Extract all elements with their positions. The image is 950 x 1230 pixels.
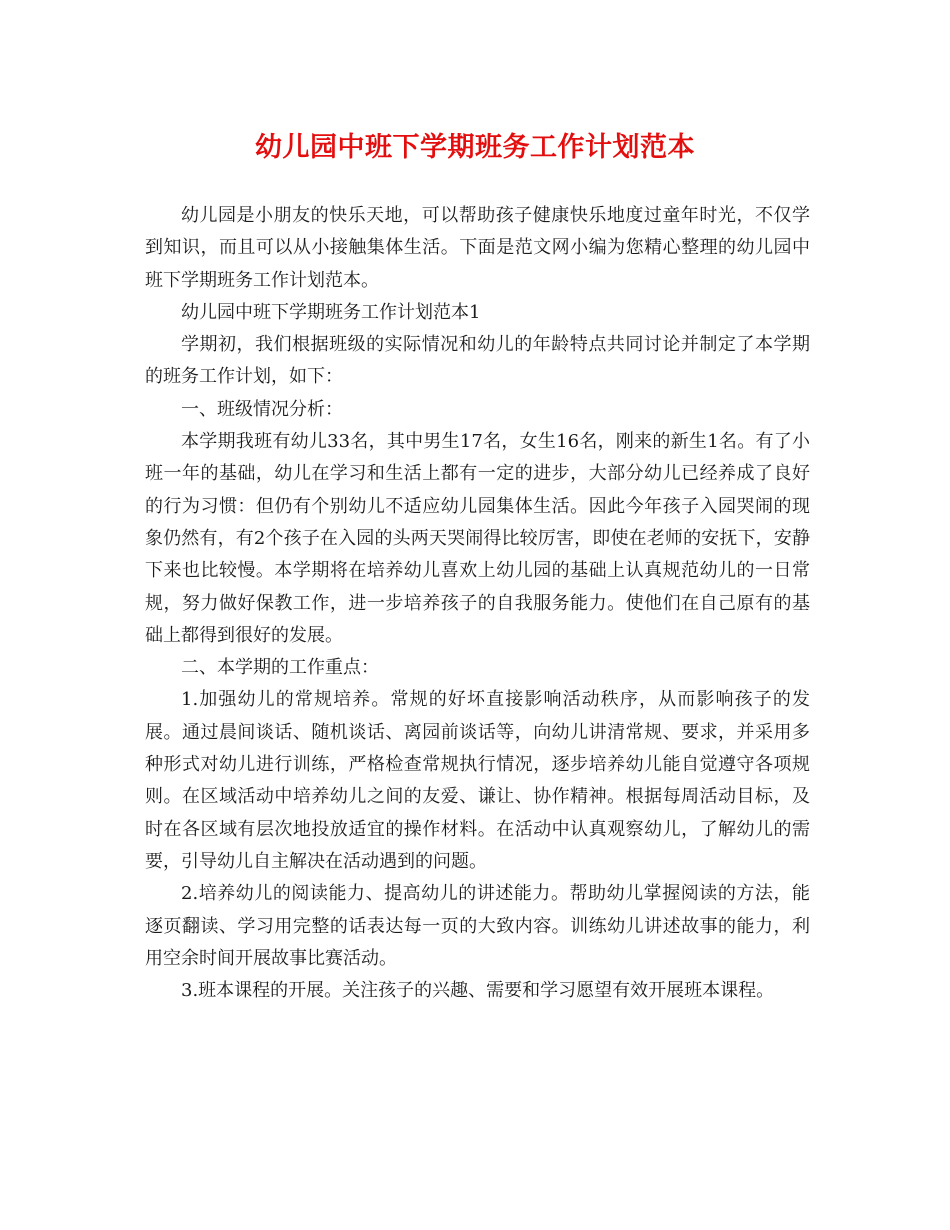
document-body (145, 200, 810, 1007)
paragraph-subtitle: 幼儿园中班下学期班务工作计划范本1 (181, 301, 481, 323)
paragraph-focus-2: 2.培养幼儿的阅读能力、提高幼儿的讲述能力。帮助幼儿掌握阅读的方法，能逐页翻读、学习用完整的话表达每一页的大致内容。训练幼儿讲述故事的能力，利用空余时间开展故事比赛活动。 (145, 883, 810, 969)
section-heading-work-focus: 二、本学期的工作重点： (181, 657, 379, 679)
paragraph-focus-1: 1.加强幼儿的常规培养。常规的好坏直接影响活动秩序，从而影响孩子的发展。通过晨间谈话、随机谈话、离园前谈话等，向幼儿讲清常规、要求，并采用多种形式对幼儿进行训练，严格检查常规执行情况，逐步培养幼儿能自觉遵守各项规则。在区域活动中培养幼儿之间的友爱、谦让、协作精神。根据每周活动目标，及时在各区域有层次地投放适宜的操作材料。在活动中认真观察幼儿，了解幼儿的需要，引导幼儿自主解决在活动遇到的问题。 (145, 689, 810, 872)
paragraph-focus-3: 3.班本课程的开展。关注孩子的兴趣、需要和学习愿望有效开展班本课程。 (181, 980, 775, 1002)
paragraph-class-analysis: 本学期我班有幼儿33名，其中男生17名，女生16名，刚来的新生1名。有了小班一年的基础，幼儿在学习和生活上都有一定的进步，大部分幼儿已经养成了良好的行为习惯：但仍有个别幼儿不适应幼儿园集体生活。因此今年孩子入园哭闹的现象仍然有，有2个孩子在入园的头两天哭闹得比较厉害，即使在老师的安抚下，安静下来也比较慢。本学期将在培养幼儿喜欢上幼儿园的基础上认真规范幼儿的一日常规，努力做好保教工作，进一步培养孩子的自我服务能力。使他们在自己原有的基础上都得到很好的发展。 (145, 431, 810, 646)
paragraph-intro: 幼儿园是小朋友的快乐天地，可以帮助孩子健康快乐地度过童年时光，不仅学到知识，而且可以从小接触集体生活。下面是范文网小编为您精心整理的幼儿园中班下学期班务工作计划范本。 (145, 205, 810, 291)
paragraph-opening: 学期初，我们根据班级的实际情况和幼儿的年龄特点共同讨论并制定了本学期的班务工作计划，如下： (145, 334, 810, 388)
section-heading-class-analysis: 一、班级情况分析： (181, 398, 343, 420)
document-title: 幼儿园中班下学期班务工作计划范本 (255, 132, 695, 163)
